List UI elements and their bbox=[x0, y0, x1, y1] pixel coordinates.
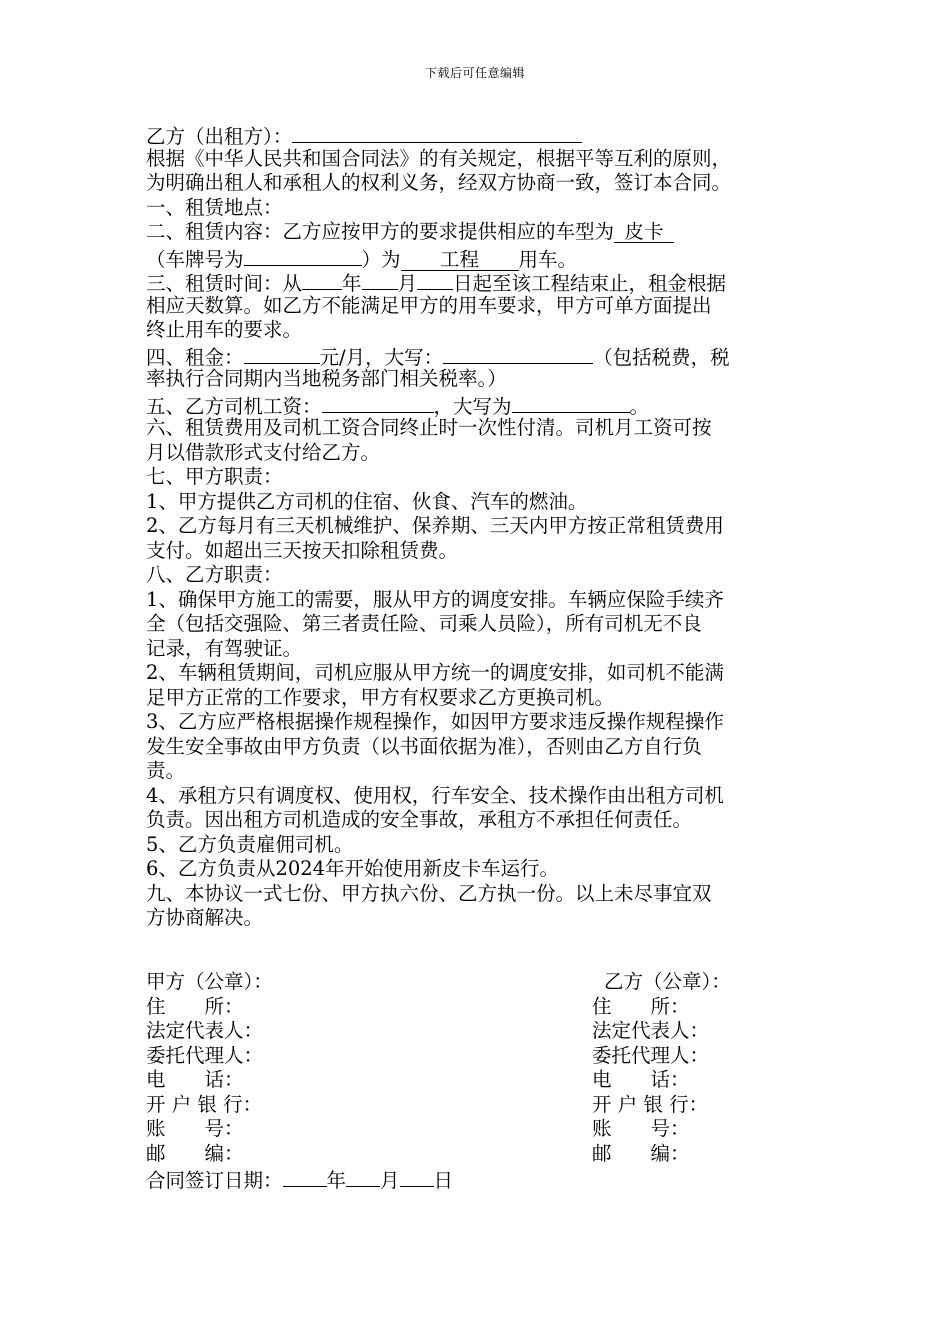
party-b-blank bbox=[292, 122, 582, 143]
intro-line-2: 为明确出租人和承租人的权利义务，经双方协商一致，签订本合同。 bbox=[146, 171, 732, 194]
for-label: ）为 bbox=[361, 247, 401, 271]
party-b-account: 账 号： bbox=[592, 1117, 690, 1140]
section-8-item-3c: 责。 bbox=[146, 759, 186, 782]
section-7-item-2b: 支付。如超出三天按天扣除租赁费。 bbox=[146, 538, 459, 562]
wage-period: 。 bbox=[629, 394, 650, 418]
section-3-text-b: 日起至该工程结束止，租金根据 bbox=[453, 272, 727, 295]
section-8-item-4b: 负责。因出租方司机造成的安全事故，承租方不承担任何责任。 bbox=[146, 808, 693, 831]
section-8-item-4a: 4、承租方只有调度权、使用权，行车安全、技术操作由出租方司机 bbox=[146, 783, 724, 807]
party-b-postcode: 邮 编： bbox=[592, 1141, 690, 1165]
section-9-line-2: 方协商解决。 bbox=[146, 906, 264, 929]
page-header: 下载后可任意编辑 bbox=[424, 66, 525, 80]
section-6-line-1: 六、租赁费用及司机工资合同终止时一次性付清。司机月工资可按 bbox=[146, 416, 712, 439]
section-2-text: 二、租赁内容：乙方应按甲方的要求提供相应的车型为 bbox=[146, 220, 615, 243]
section-8-item-5: 5、乙方负责雇佣司机。 bbox=[146, 832, 354, 856]
signing-month-blank bbox=[346, 1166, 380, 1187]
wage-blank bbox=[322, 392, 434, 413]
party-a-agent: 委托代理人： bbox=[146, 1043, 264, 1067]
party-b-line bbox=[146, 122, 816, 147]
wage-words-label: ，大写为 bbox=[433, 394, 512, 418]
section-9-line-1: 九、本协议一式七份、甲方执六份、乙方执一份。以上未尽事宜双 bbox=[146, 881, 712, 905]
section-8-item-3a: 3、乙方应严格根据操作规程操作，如因甲方要求违反操作规程操作 bbox=[146, 710, 724, 733]
section-3-line-2: 相应天数算。如乙方不能满足甲方的用车要求，甲方可单方面提出 bbox=[146, 293, 712, 317]
rent-label: 四、租金： bbox=[146, 345, 244, 369]
section-8-item-3b: 发生安全事故由甲方负责（以书面依据为准），否则由乙方自行负 bbox=[146, 734, 702, 758]
vehicle-type-value: 皮卡 bbox=[614, 222, 674, 243]
section-8-item-1a: 1、确保甲方施工的需要，服从甲方的调度安排。车辆应保险手续齐 bbox=[146, 587, 724, 611]
year-label: 年 bbox=[342, 272, 362, 295]
section-3-line-1 bbox=[146, 269, 816, 294]
party-a-account: 账 号： bbox=[146, 1117, 244, 1140]
party-a-address: 住 所： bbox=[146, 994, 244, 1018]
signing-date-label: 合同签订日期： bbox=[146, 1169, 283, 1192]
section-3-line-3: 终止用车的要求。 bbox=[146, 318, 303, 341]
signing-month-label: 月 bbox=[380, 1169, 400, 1192]
section-2-line-2 bbox=[146, 245, 816, 270]
plate-label: （车牌号为 bbox=[146, 247, 244, 271]
project-value: 工程 bbox=[401, 250, 519, 271]
party-b-agent: 委托代理人： bbox=[592, 1043, 710, 1067]
use-label: 用车。 bbox=[518, 247, 578, 271]
section-8-item-2b: 足甲方正常的工作要求，甲方有权要求乙方更换司机。 bbox=[146, 685, 615, 709]
party-b-signature bbox=[592, 970, 832, 1166]
party-a-signature bbox=[146, 970, 446, 1166]
party-b-address: 住 所： bbox=[592, 994, 690, 1018]
year-blank bbox=[302, 269, 342, 290]
section-4-line-2: 率执行合同期内当地税务部门相关税率。） bbox=[146, 367, 507, 390]
rent-words-blank bbox=[443, 343, 593, 364]
wage-label: 五、乙方司机工资： bbox=[146, 394, 322, 418]
signing-date-line bbox=[146, 1166, 453, 1194]
signing-year-blank bbox=[283, 1166, 327, 1187]
party-b-seal-label: 乙方（公章）： bbox=[604, 970, 731, 993]
section-7-heading: 七、甲方职责： bbox=[146, 465, 283, 488]
party-a-seal-label: 甲方（公章）： bbox=[146, 970, 273, 993]
plate-blank bbox=[244, 245, 362, 266]
party-b-label: 乙方（出租方）： bbox=[146, 125, 293, 148]
day-blank bbox=[417, 269, 453, 290]
section-5-line bbox=[146, 392, 816, 417]
month-blank bbox=[362, 269, 398, 290]
rent-unit-label: 元/月，大写： bbox=[319, 345, 444, 369]
rent-blank bbox=[244, 343, 320, 364]
section-7-item-1: 1、甲方提供乙方司机的住宿、伙食、汽车的燃油。 bbox=[146, 489, 588, 513]
party-a-bank: 开 户 银 行： bbox=[146, 1092, 263, 1116]
party-b-phone: 电 话： bbox=[592, 1068, 690, 1091]
intro-line-1: 根据《中华人民共和国合同法》的有关规定，根据平等互利的原则， bbox=[146, 146, 732, 170]
signing-year-label: 年 bbox=[326, 1169, 347, 1192]
section-4-line-1 bbox=[146, 343, 816, 368]
section-3-text: 三、租赁时间：从 bbox=[146, 272, 303, 295]
section-1-heading: 一、租赁地点： bbox=[146, 195, 283, 219]
section-8-item-1b: 全（包括交强险、第三者责任险、司乘人员险），所有司机无不良 bbox=[146, 612, 702, 635]
wage-words-blank bbox=[512, 392, 630, 413]
party-a-postcode: 邮 编： bbox=[146, 1141, 244, 1165]
section-7-item-2a: 2、乙方每月有三天机械维护、保养期、三天内甲方按正常租赁费用 bbox=[146, 514, 724, 537]
section-8-heading: 八、乙方职责： bbox=[146, 563, 283, 586]
month-label: 月 bbox=[397, 272, 418, 295]
section-2-line-1 bbox=[146, 220, 816, 245]
section-8-item-1c: 记录，有驾驶证。 bbox=[146, 636, 303, 660]
signing-day-label: 日 bbox=[433, 1169, 454, 1192]
rent-tax-note: （包括税费，税 bbox=[593, 345, 730, 369]
party-a-legal-rep: 法定代表人： bbox=[146, 1019, 264, 1042]
party-b-bank: 开 户 银 行： bbox=[592, 1092, 709, 1116]
party-b-legal-rep: 法定代表人： bbox=[592, 1019, 710, 1042]
section-8-item-6: 6、乙方负责从2024年开始使用新皮卡车运行。 bbox=[146, 857, 560, 880]
section-6-line-2: 月以借款形式支付给乙方。 bbox=[146, 440, 381, 464]
section-8-item-2a: 2、车辆租赁期间，司机应服从甲方统一的调度安排，如司机不能满 bbox=[146, 661, 724, 684]
signing-day-blank bbox=[400, 1166, 434, 1187]
contract-body bbox=[146, 122, 816, 931]
party-a-phone: 电 话： bbox=[146, 1068, 244, 1091]
